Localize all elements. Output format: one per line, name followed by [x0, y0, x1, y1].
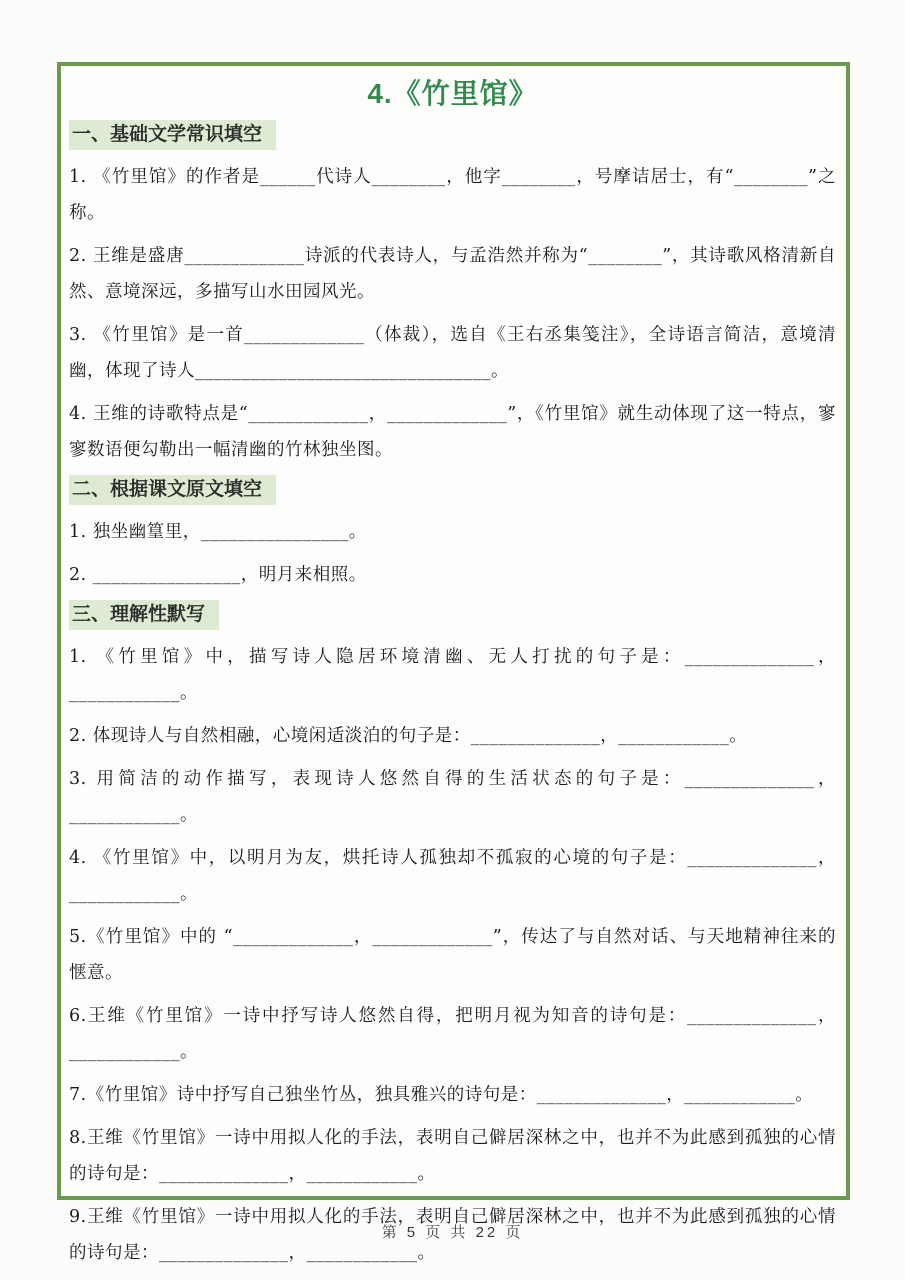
section-comprehension [69, 600, 836, 1271]
question-3-7: 7.《竹里馆》诗中抒写自己独坐竹丛，独具雅兴的诗句是：______________，____________。 [69, 1085, 814, 1105]
question-3-6: 6.王维《竹里馆》一诗中抒写诗人悠然自得，把明月视为知音的诗句是：______________，____________。 [69, 1006, 836, 1062]
question-1-3: 3. 《竹里馆》是一首_____________（体裁），选自《王右丞集笺注》，全诗语言简洁，意境清幽，体现了诗人________________________________。 [69, 325, 836, 381]
question-3-5: 5.《竹里馆》中的 “_____________，_____________”，传达了与自然对话、与天地精神往来的惬意。 [69, 927, 836, 983]
question-2-1: 1. 独坐幽篁里，________________。 [69, 522, 367, 542]
section-1-heading: 一、基础文学常识填空 [69, 120, 276, 150]
question-3-2: 2. 体现诗人与自然相融，心境闲适淡泊的句子是：______________，____________。 [69, 726, 748, 746]
section-2-heading: 二、根据课文原文填空 [69, 475, 276, 505]
question-3-4: 4. 《竹里馆》中，以明月为友，烘托诗人孤独却不孤寂的心境的句子是：______________，____________。 [69, 848, 836, 904]
page-footer: 第 5 页 共 22 页 [381, 1224, 524, 1241]
question-1-2: 2. 王维是盛唐_____________诗派的代表诗人，与孟浩然并称为“________”，其诗歌风格清新自然、意境深远，多描写山水田园风光。 [69, 246, 836, 302]
page-title: 4.《竹里馆》 [367, 78, 538, 109]
section-heading-row [69, 600, 836, 630]
section-heading-row [69, 475, 836, 505]
question-3-9: 9.王维《竹里馆》一诗中用拟人化的手法，表明自己僻居深林之中，也并不为此感到孤独的心情的诗句是：______________，____________。 [69, 1207, 836, 1263]
question-1-4: 4. 王维的诗歌特点是“_____________，_____________”，《竹里馆》就生动体现了这一特点，寥寥数语便勾勒出一幅清幽的竹林独坐图。 [69, 404, 836, 460]
section-3-heading: 三、理解性默写 [69, 600, 219, 630]
question-3-1: 1. 《竹里馆》中，描写诗人隐居环境清幽、无人打扰的句子是：______________，____________。 [69, 647, 836, 703]
question-2-2: 2. ________________，明月来相照。 [69, 565, 367, 585]
section-basic-knowledge [69, 120, 836, 468]
section-heading-row [69, 120, 836, 150]
section-original-text [69, 475, 836, 593]
question-3-3: 3. 用简洁的动作描写，表现诗人悠然自得的生活状态的句子是：______________，____________。 [69, 769, 836, 825]
question-1-1: 1. 《竹里馆》的作者是______代诗人________，他字________，号摩诘居士，有“________”之称。 [69, 167, 836, 223]
question-3-8: 8.王维《竹里馆》一诗中用拟人化的手法，表明自己僻居深林之中，也并不为此感到孤独的心情的诗句是：______________，____________。 [69, 1128, 836, 1184]
